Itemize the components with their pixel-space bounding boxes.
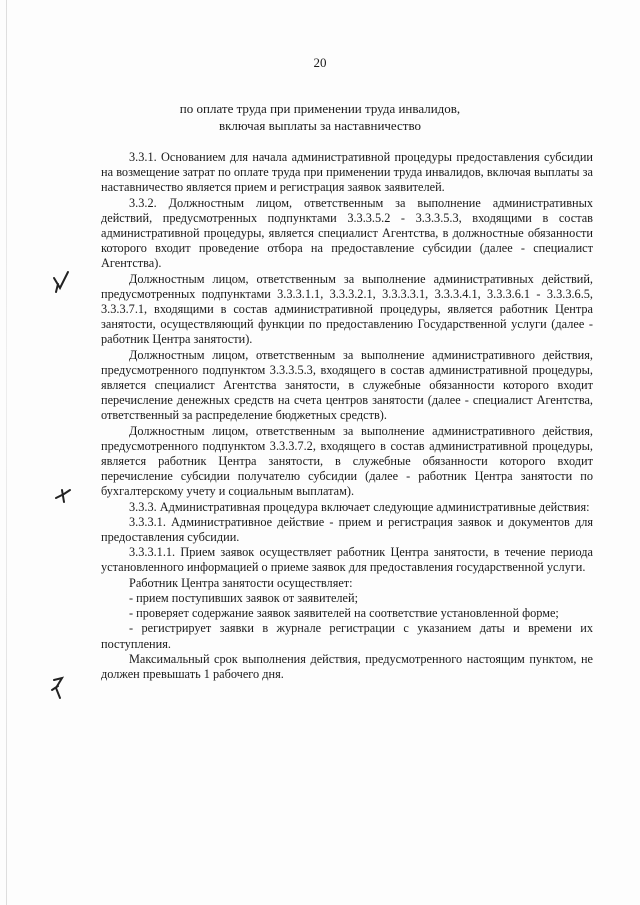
paragraph: 3.3.1. Основанием для начала административной процедуры предоставления субсидии на возмещение затрат по оплате труда при применении труда инвалидов, включая выплаты за наставничество является прием и регистрация заявок заявителей. (101, 150, 593, 195)
paragraph: 3.3.2. Должностным лицом, ответственным за выполнение административных действий, предусмотренных подпунктами 3.3.3.5.2 - 3.3.3.5.3, входящими в состав административной процедуры, является специалист Агентства, в должностные обязанности которого входит проведение отбора на предоставление субсидии (далее - специалист Агентства). (101, 195, 593, 271)
paragraph: Должностным лицом, ответственным за выполнение административных действий, предусмотренных подпунктами 3.3.3.1.1, 3.3.3.2.1, 3.3.3.3.1, 3.3.3.4.1, 3.3.3.6.1 - 3.3.3.6.5, 3.3.3.7.1, входящими в состав административной процедуры, является работник Центра занятости, осуществляющий функции по предоставлению Государственной услуги (далее - работник Центра занятости). (101, 271, 593, 347)
handwritten-checkmark-icon (48, 672, 70, 702)
paragraph: - прием поступивших заявок от заявителей; (129, 590, 358, 605)
heading-line-2: включая выплаты за наставничество (218, 118, 422, 133)
paragraph: 3.3.3. Административная процедура включает следующие административные действия: (129, 499, 590, 514)
section-heading (0, 100, 640, 134)
paragraph: Максимальный срок выполнения действия, предусмотренного настоящим пунктом, не должен превышать 1 рабочего дня. (101, 651, 593, 681)
handwritten-checkmark-icon (50, 268, 72, 296)
paragraph: Должностным лицом, ответственным за выполнение административного действия, предусмотренного подпунктом 3.3.3.7.2, входящего в состав административной процедуры, является работник Центра занятости, в служебные обязанности которого входит перечисление субсидии получателю субсидии (далее - работник Центра занятости по бухгалтерскому учету и социальным выплатам). (101, 423, 593, 499)
page-edge (6, 0, 7, 905)
paragraph: Работник Центра занятости осуществляет: (129, 575, 353, 590)
page-number: 20 (313, 55, 327, 70)
document-body (101, 150, 593, 682)
heading-line-1: по оплате труда при применении труда инвалидов, (179, 101, 461, 116)
paragraph: Должностным лицом, ответственным за выполнение административного действия, предусмотренного подпунктом 3.3.3.5.3, входящего в состав административной процедуры, является специалист Агентства занятости, в служебные обязанности которого входит перечисление денежных средств на счета центров занятости (далее - специалист Агентства, ответственный за распределение бюджетных средств). (101, 347, 593, 423)
paragraph: - регистрирует заявки в журнале регистрации с указанием даты и времени их поступления. (101, 621, 593, 651)
handwritten-mark-icon (52, 484, 74, 508)
paragraph: - проверяет содержание заявок заявителей на соответствие установленной форме; (129, 606, 559, 621)
paragraph: 3.3.3.1. Административное действие - прием и регистрация заявок и документов для предоставления субсидии. (101, 514, 593, 545)
paragraph: 3.3.3.1.1. Прием заявок осуществляет работник Центра занятости, в течение периода установленного информацией о приеме заявок для предоставления государственной услуги. (101, 545, 593, 575)
